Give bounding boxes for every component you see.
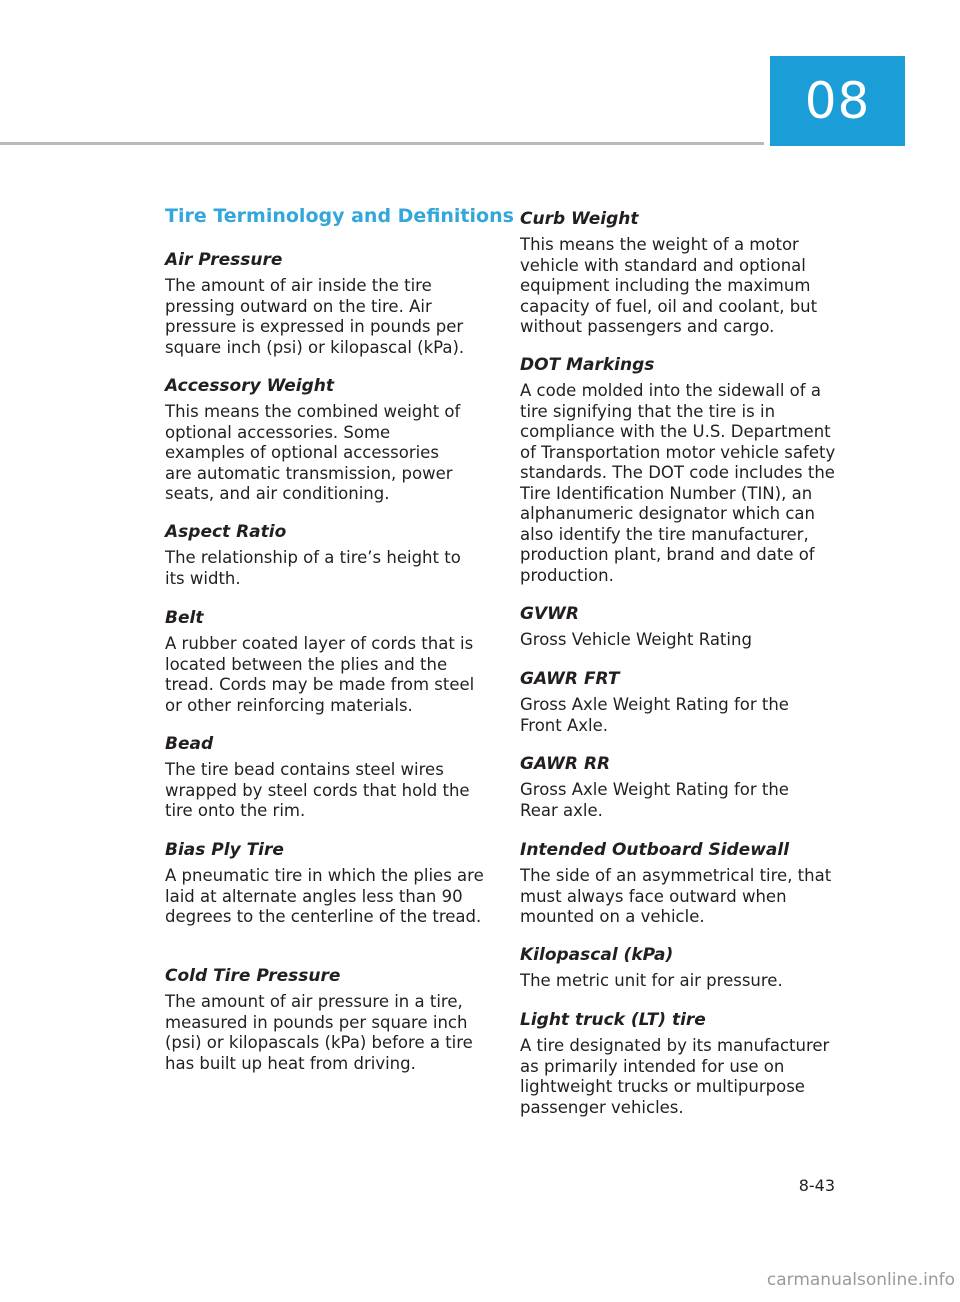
term-definition: Gross Axle Weight Rating for the Front Axle. [520, 695, 789, 735]
term-definition: The side of an asymmetrical tire, that must always face outward when mounted on a vehicle. [520, 866, 832, 926]
header-rule [0, 142, 764, 145]
term-heading: DOT Markings [520, 355, 655, 375]
section-title: Tire Terminology and Definitions [165, 205, 514, 227]
term-definition: A tire designated by its manufacturer as primarily intended for use on lightweight trucks or multipurpose passenger vehicles. [520, 1036, 830, 1117]
term-heading: GVWR [520, 604, 579, 624]
term-definition: The tire bead contains steel wires wrapped by steel cords that hold the tire onto the rim. [165, 760, 470, 820]
term-definition: A pneumatic tire in which the plies are laid at alternate angles less than 90 degrees to the centerline of the tread. [165, 866, 484, 926]
term-heading: Kilopascal (kPa) [520, 945, 674, 965]
term-definition: The amount of air inside the tire pressing outward on the tire. Air pressure is expressed in pounds per square inch (psi) or kilopascal (kPa). [165, 276, 465, 357]
term-heading: Air Pressure [165, 250, 283, 270]
term-definition: A rubber coated layer of cords that is located between the plies and the tread. Cords may be made from steel or other reinforcing materials. [165, 634, 475, 715]
term-definition: This means the combined weight of optional accessories. Some examples of optional accessories are automatic transmission, power seats, and air conditioning. [165, 402, 461, 503]
term-heading: Bias Ply Tire [165, 840, 284, 860]
term-heading: Accessory Weight [165, 376, 335, 396]
term-heading: GAWR RR [520, 754, 611, 774]
term-heading: Curb Weight [520, 209, 639, 229]
chapter-tab: 08 [770, 56, 905, 146]
term-heading: Belt [165, 608, 204, 628]
term-definition: The metric unit for air pressure. [520, 971, 783, 990]
term-definition: Gross Axle Weight Rating for the Rear axle. [520, 780, 789, 820]
term-heading: Cold Tire Pressure [165, 966, 341, 986]
term-heading: Bead [165, 734, 214, 754]
term-definition: Gross Vehicle Weight Rating [520, 630, 752, 649]
term-heading: Light truck (LT) tire [520, 1010, 706, 1030]
term-definition: The relationship of a tire’s height to its width. [165, 548, 461, 588]
term-heading: Intended Outboard Sidewall [520, 840, 790, 860]
term-definition: A code molded into the sidewall of a tire signifying that the tire is in compliance with the U.S. Department of Transportation motor vehicle safety standards. The DOT code includes the Tire Identification Number (TIN), an alphanumeric designator which can also identify the tire manufacturer, production plant, brand and date of production. [520, 381, 836, 585]
term-definition: This means the weight of a motor vehicle with standard and optional equipment including the maximum capacity of fuel, oil and coolant, but without passengers and cargo. [520, 235, 818, 336]
term-definition: The amount of air pressure in a tire, measured in pounds per square inch (psi) or kilopascals (kPa) before a tire has built up heat from driving. [165, 992, 473, 1073]
term-heading: Aspect Ratio [165, 522, 287, 542]
watermark: carmanualsonline.info [766, 1270, 955, 1290]
page-number: 8-43 [798, 1176, 835, 1195]
term-heading: GAWR FRT [520, 669, 620, 689]
